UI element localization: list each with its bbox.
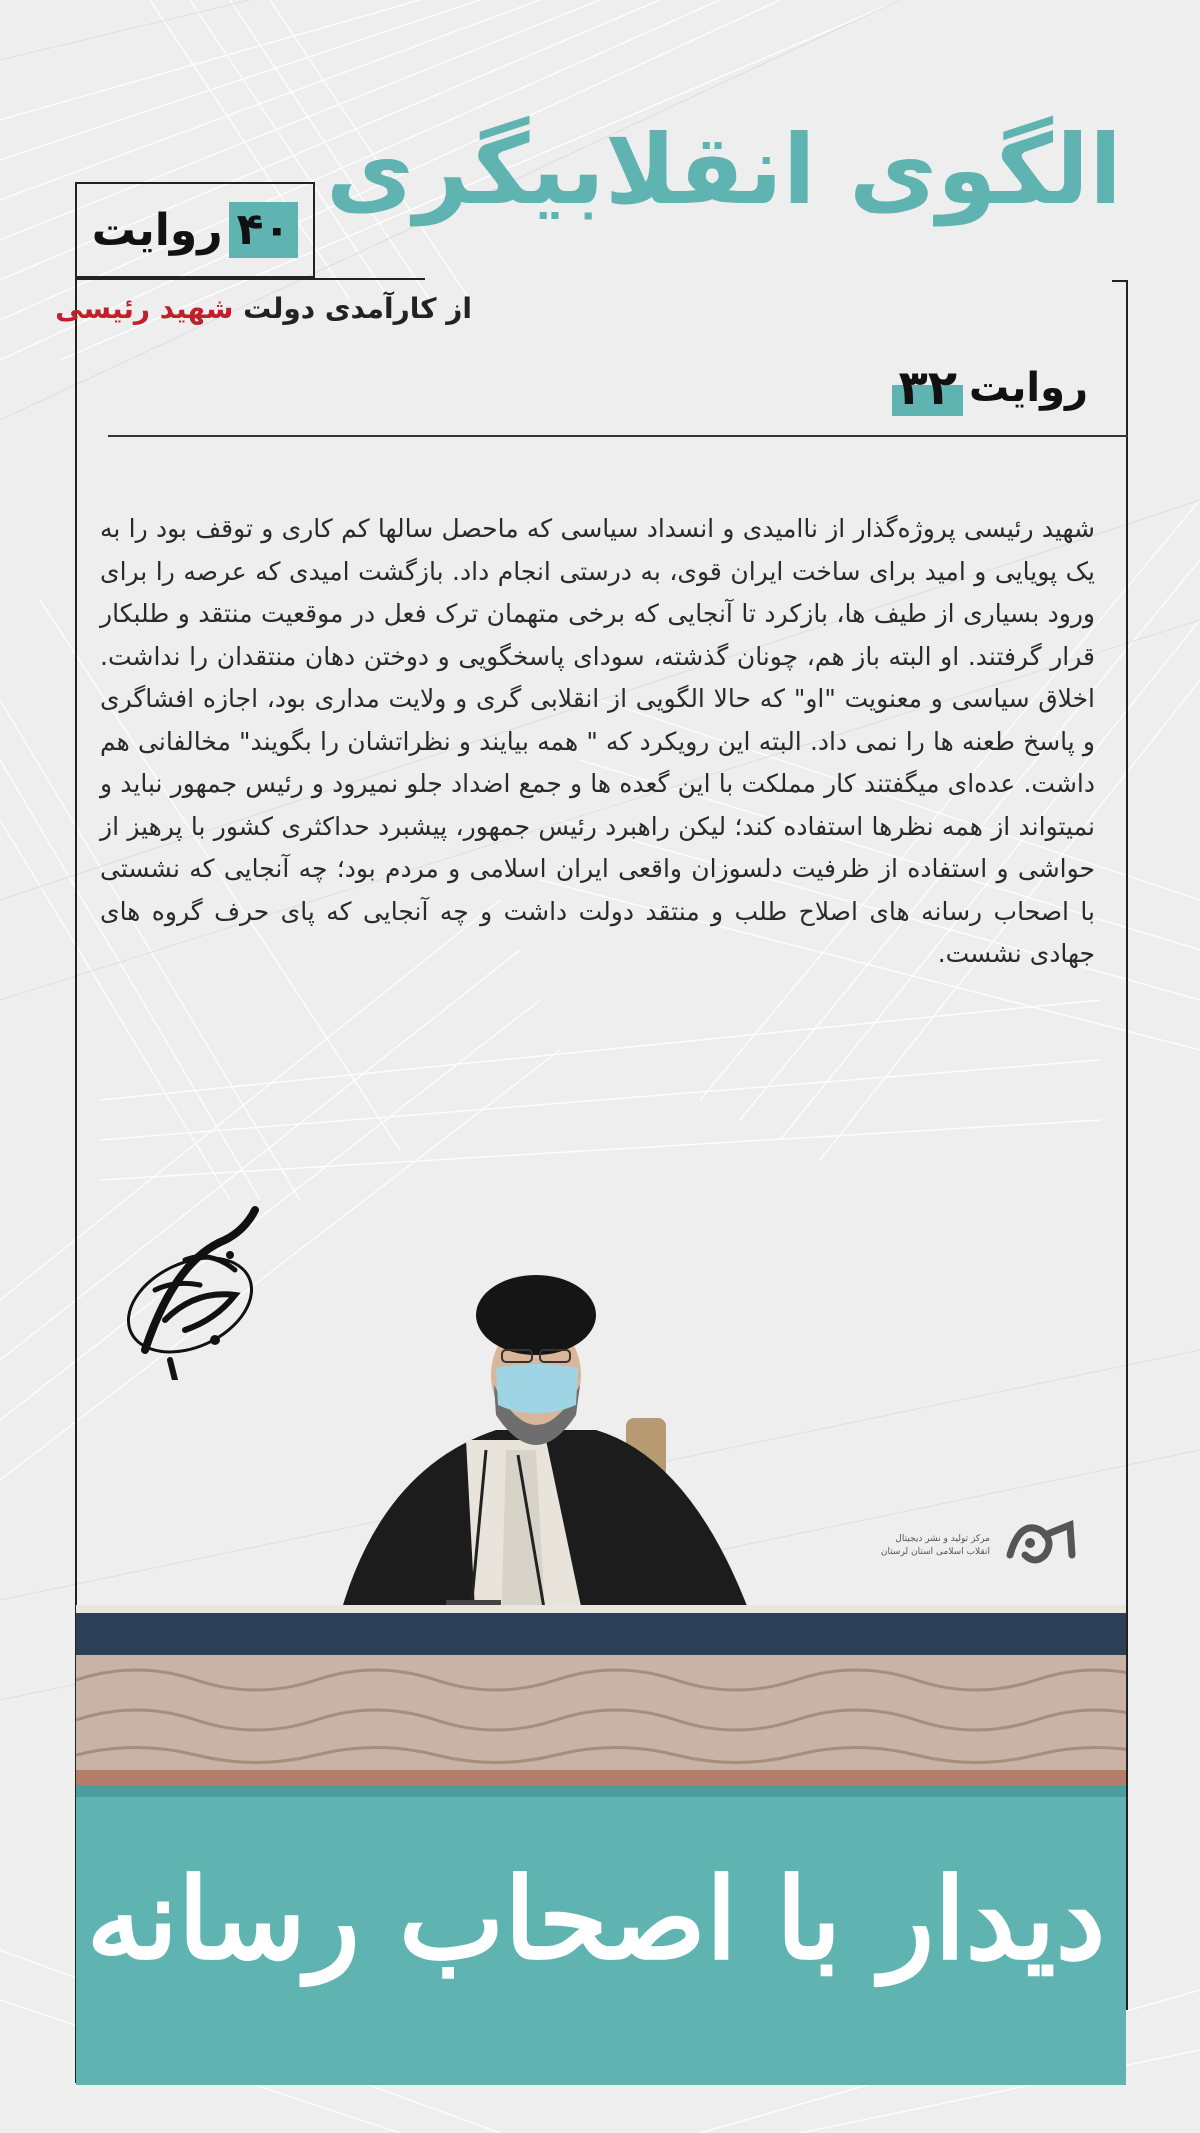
- banner-text: دیدار با اصحاب رسانه: [86, 1854, 1106, 1985]
- series-badge: [75, 182, 315, 278]
- series-badge-number: ۴۰: [229, 202, 299, 258]
- subtitle: [55, 292, 472, 325]
- subtitle-prefix: از کارآمدی دولت: [243, 292, 472, 325]
- frame-under-badge-line: [75, 278, 425, 280]
- series-badge-word: روایت: [91, 204, 223, 256]
- story-body: شهید رئیسی پروژه‌گذار از ناامیدی و انسداد سیاسی که ماحصل سالها کم کاری و توقف بود را به یک پویایی و امید برای ساخت ایران قوی، به درستی انجام داد. بازگشت امیدی که عرصه را برای ورود بسیاری از طیف ها، بازکرد تا آنجایی که برخی متهمان ترک فعل در موقعیت منتقد و طلبکار قرار گرفتند. او البته باز هم، چونان گذشته، سودای پاسخگویی و دوختن دهان منتقدان را نداشت. اخلاق سیاسی و معنویت "او" که حالا الگویی از انقلابی گری و ولایت مداری بود، اجازه افشاگری و پاسخ طعنه ها را نمی داد. البته این رویکرد که " همه بیایند و نظراتشان را بگویند" مخالفانی هم داشت. عده‌ای میگفتند کار مملکت با این گعده ها و جمع اضداد جلو نمیرود و رئیس جمهور نباید و نمیتواند از همه نظرها استفاده کند؛ لیکن راهبرد رئیس جمهور، پیشبرد حداکثری کشور با پرهیز از حواشی و استفاده از ظرفیت دلسوزان واقعی ایران اسلامی و مردم بود؛ چه آنجایی که نشستی با اصحاب رسانه های اصلاح طلب و منتقد دولت داشت و چه آنجایی که پای حرف گروه های جهادی نشست.: [100, 514, 1095, 968]
- frame-right-line: [1126, 280, 1128, 2010]
- digital-center-logo-line2: انقلاب اسلامی استان لرستان: [880, 1547, 990, 1557]
- digital-center-logo-text: [820, 1533, 990, 1559]
- subtitle-name: شهید رئیسی: [55, 292, 234, 325]
- frame-top-right-tick: [1112, 280, 1128, 282]
- story-label: [892, 360, 1088, 416]
- shahid-jomhour-calligraphy-logo: [115, 1200, 270, 1380]
- story-label-word: روایت: [969, 365, 1088, 411]
- story-label-number: ۳۲: [892, 360, 963, 416]
- separator-line: [108, 435, 1128, 437]
- digital-center-logo: [860, 1505, 1080, 1575]
- main-title: الگوی انقلابیگری: [325, 114, 1122, 226]
- digital-center-logo-line1: مرکز تولید و نشر دیجیتال: [895, 1534, 990, 1544]
- digital-center-logo-icon: [1000, 1505, 1080, 1575]
